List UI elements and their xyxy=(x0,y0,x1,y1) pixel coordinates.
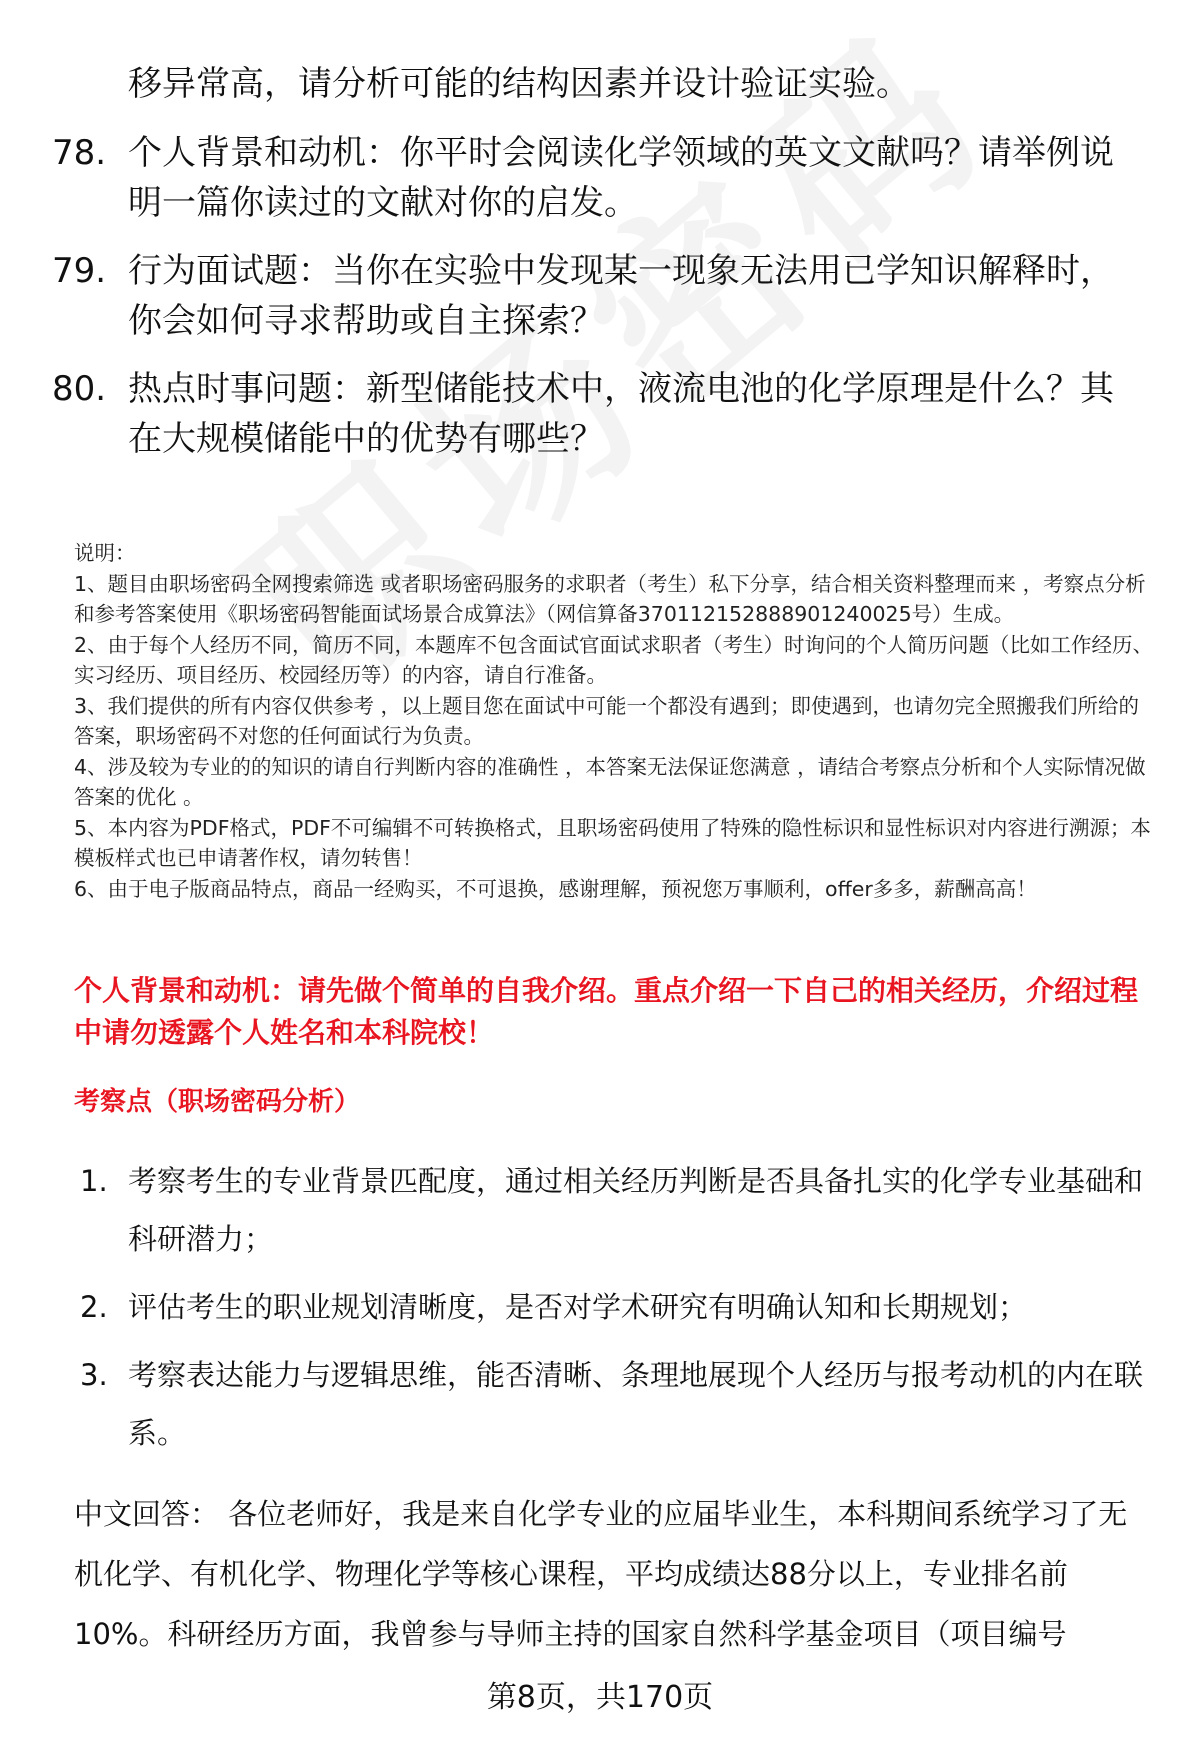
question-continuation: 移异常高，请分析可能的结构因素并设计验证实验。 xyxy=(128,64,910,104)
answer-text: 中文回答： 各位老师好，我是来自化学专业的应届毕业生，本科期间系统学习了无机化学、有机化学、物理化学等核心课程，平均成绩达88分以上，专业排名前10%。科研经历方面，我曾参与导师主持的国家自然科学基金项目（项目编号 xyxy=(74,1497,1128,1651)
question-heading: 个人背景和动机：请先做个简单的自我介绍。重点介绍一下自己的相关经历，介绍过程中请勿透露个人姓名和本科院校！ xyxy=(74,974,1139,1049)
analysis-point xyxy=(80,1346,1160,1462)
analysis-point-number: 3. xyxy=(80,1358,108,1392)
question-number: 80. xyxy=(52,369,107,409)
note-item: 5、本内容为PDF格式，PDF不可编辑不可转换格式，且职场密码使用了特殊的隐性标识和显性标识对内容进行溯源；本模板样式也已申请著作权，请勿转售！ xyxy=(74,815,1151,870)
analysis-list xyxy=(80,1152,1160,1472)
question-text: 个人背景和动机：你平时会阅读化学领域的英文文献吗？请举例说明一篇你读过的文献对你的启发。 xyxy=(128,133,1114,223)
question-text: 行为面试题：当你在实验中发现某一现象无法用已学知识解释时，你会如何寻求帮助或自主探索？ xyxy=(128,251,1114,341)
analysis-point-text: 考察表达能力与逻辑思维，能否清晰、条理地展现个人经历与报考动机的内在联系。 xyxy=(128,1358,1144,1450)
note-item: 4、涉及较为专业的的知识的请自行判断内容的准确性 ，本答案无法保证您满意 ，请结合考察点分析和个人实际情况做答案的优化 。 xyxy=(74,754,1146,809)
note-item: 2、由于每个人经历不同，简历不同，本题库不包含面试官面试求职者（考生）时询问的个人简历问题（比如工作经历、实习经历、项目经历、校园经历等）的内容，请自行准备。 xyxy=(74,632,1154,687)
question-number: 79. xyxy=(52,251,107,291)
note-item: 3、我们提供的所有内容仅供参考 ，以上题目您在面试中可能一个都没有遇到；即使遇到，也请勿完全照搬我们所给的答案，职场密码不对您的任何面试行为负责。 xyxy=(74,693,1140,748)
notes-section xyxy=(74,538,1154,904)
analysis-title: 考察点（职场密码分析） xyxy=(74,1087,361,1117)
question-text: 热点时事问题：新型储能技术中，液流电池的化学原理是什么？其在大规模储能中的优势有哪些？ xyxy=(128,369,1114,459)
analysis-point-number: 1. xyxy=(80,1164,108,1198)
question-number: 78. xyxy=(52,133,107,173)
note-item: 1、题目由职场密码全网搜索筛选 或者职场密码服务的求职者（考生）私下分享，结合相关资料整理而来 ，考察点分析和参考答案使用《职场密码智能面试场景合成算法》（网信算备370112152888901240025号）生成。 xyxy=(74,571,1146,626)
notes-title: 说明： xyxy=(74,541,136,565)
analysis-point-text: 考察考生的专业背景匹配度，通过相关经历判断是否具备扎实的化学专业基础和科研潜力； xyxy=(128,1164,1144,1256)
page-footer: 第8页，共170页 xyxy=(486,1680,714,1715)
analysis-point-text: 评估考生的职业规划清晰度，是否对学术研究有明确认知和长期规划； xyxy=(128,1290,1028,1324)
note-item: 6、由于电子版商品特点，商品一经购买，不可退换，感谢理解，预祝您万事顺利，offer多多，薪酬高高！ xyxy=(74,876,1037,901)
analysis-point xyxy=(80,1278,1160,1336)
analysis-point xyxy=(80,1152,1160,1268)
analysis-point-number: 2. xyxy=(80,1290,108,1324)
